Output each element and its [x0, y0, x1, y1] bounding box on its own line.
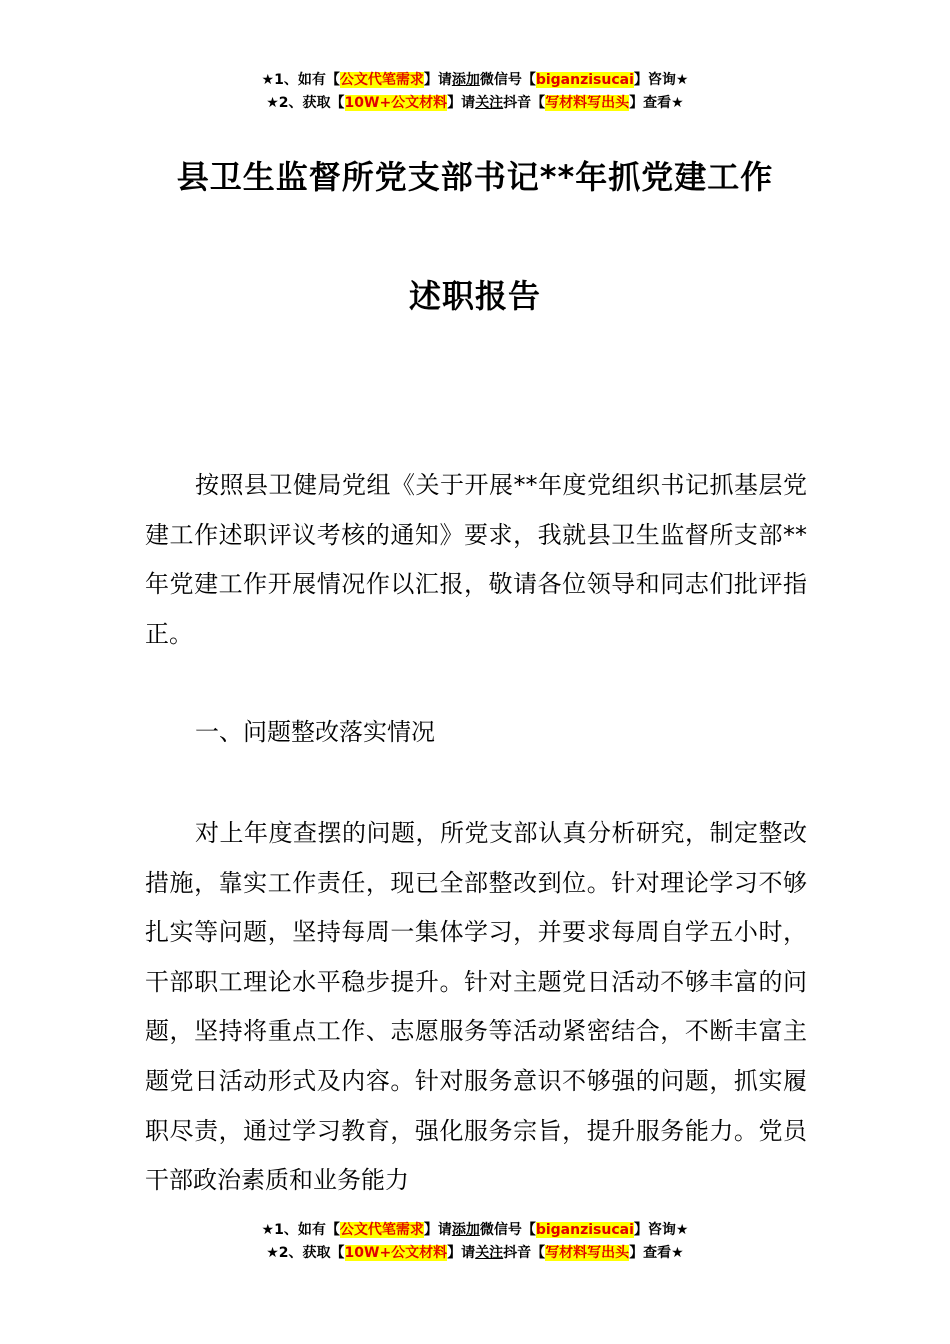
header-promo: [0, 69, 950, 115]
promo-highlight: 公文代笔需求: [339, 1222, 424, 1238]
body-paragraph: 对上年度查摆的问题，所党支部认真分析研究，制定整改措施，靠实工作责任，现已全部整改到位。针对理论学习不够扎实等问题，坚持每周一集体学习，并要求每周自学五小时，干部职工理论水平稳步提升。针对主题党日活动不够丰富的问题，坚持将重点工作、志愿服务等活动紧密结合，不断丰富主题党日活动形式及内容。针对服务意识不够强的问题，抓实履职尽责，通过学习教育，强化服务宗旨，提升服务能力。党员干部政治素质和业务能力: [145, 819, 807, 1195]
intro-paragraph: 按照县卫健局党组《关于开展**年度党组织书记抓基层党建工作述职评议考核的通知》要求，我就县卫生监督所支部**年党建工作开展情况作以汇报，敬请各位领导和同志们批评指正。: [145, 471, 807, 648]
promo-wechat-id: biganzisucai: [535, 72, 634, 88]
footer-promo: [0, 1219, 950, 1265]
promo-line-2: ★2、获取【10W+公文材料】请关注抖音【写材料写出头】查看★: [266, 95, 684, 111]
promo-douyin-name: 写材料写出头: [545, 95, 630, 111]
promo-highlight: 10W+公文材料: [344, 95, 448, 111]
promo-douyin-name: 写材料写出头: [545, 1245, 630, 1261]
promo-line-1: ★1、如有【公文代笔需求】请添加微信号【biganzisucai】咨询★: [261, 1222, 689, 1238]
section-heading: 一、问题整改落实情况: [195, 718, 435, 746]
promo-line-1: ★1、如有【公文代笔需求】请添加微信号【biganzisucai】咨询★: [261, 72, 689, 88]
document-title-line-1: 县卫生监督所党支部书记**年抓党建工作: [176, 158, 774, 196]
promo-wechat-id: biganzisucai: [535, 1222, 634, 1238]
promo-highlight: 10W+公文材料: [344, 1245, 448, 1261]
promo-highlight: 公文代笔需求: [339, 72, 424, 88]
promo-line-2: ★2、获取【10W+公文材料】请关注抖音【写材料写出头】查看★: [266, 1245, 684, 1261]
document-title-line-2: 述职报告: [408, 277, 541, 315]
